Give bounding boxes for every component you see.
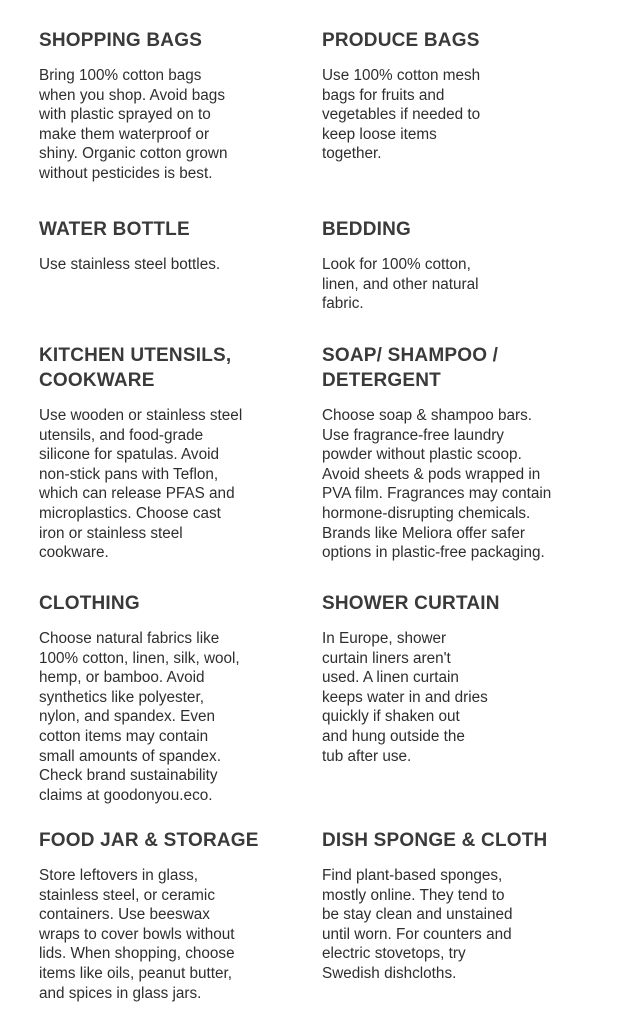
card-food-jar-storage <box>39 828 309 1003</box>
card-title: FOOD JAR & STORAGE <box>39 830 259 851</box>
card-title: KITCHEN UTENSILS, COOKWARE <box>39 345 232 391</box>
card-body: Store leftovers in glass, stainless steel, or ceramic containers. Use beeswax wraps to cover bowls without lids. When shopping, choose items like oils, peanut butter, and spices in glass jars. <box>39 867 235 1002</box>
card-title: WATER BOTTLE <box>39 219 190 240</box>
card-clothing <box>39 591 309 805</box>
card-water-bottle <box>39 217 289 275</box>
card-title: PRODUCE BAGS <box>322 30 480 51</box>
card-title: SHOWER CURTAIN <box>322 593 500 614</box>
card-kitchen-utensils <box>39 343 309 563</box>
card-shopping-bags <box>39 28 289 184</box>
card-bedding <box>322 217 592 314</box>
card-body: Choose soap & shampoo bars. Use fragrance-free laundry powder without plastic scoop. Avoid sheets & pods wrapped in PVA film. Fragrances may contain hormone-disrupting chemicals. Brands like Meliora offer safer options in plastic-free packaging. <box>322 407 552 562</box>
card-body: Use stainless steel bottles. <box>39 256 221 273</box>
card-body: Use wooden or stainless steel utensils, and food-grade silicone for spatulas. Avoid non-stick pans with Teflon, which can release PFAS and microplastics. Choose cast iron or stainless steel cookware. <box>39 407 243 562</box>
card-body: Choose natural fabrics like 100% cotton, linen, silk, wool, hemp, or bamboo. Avoid synthetics like polyester, nylon, and spandex. Even cotton items may contain small amounts of spandex. Check brand sustainability claims at goodonyou.eco. <box>39 630 240 804</box>
card-body: Look for 100% cotton, linen, and other natural fabric. <box>322 256 479 313</box>
card-title: CLOTHING <box>39 593 140 614</box>
card-body: In Europe, shower curtain liners aren't used. A linen curtain keeps water in and dries quickly if shaken out and hung outside the tub after use. <box>322 630 488 765</box>
card-title: SHOPPING BAGS <box>39 30 203 51</box>
card-shower-curtain <box>322 591 592 766</box>
card-soap-shampoo-detergent <box>322 343 592 563</box>
card-body: Use 100% cotton mesh bags for fruits and vegetables if needed to keep loose items together. <box>322 67 481 163</box>
card-title: BEDDING <box>322 219 412 240</box>
card-title: DISH SPONGE & CLOTH <box>322 830 548 851</box>
card-body: Bring 100% cotton bags when you shop. Avoid bags with plastic sprayed on to make them waterproof or shiny. Organic cotton grown without pesticides is best. <box>39 67 228 182</box>
card-produce-bags <box>322 28 592 164</box>
card-dish-sponge-cloth <box>322 828 592 984</box>
card-body: Find plant-based sponges, mostly online. They tend to be stay clean and unstained until worn. For counters and electric stovetops, try Swedish dishcloths. <box>322 867 513 982</box>
card-title: SOAP/ SHAMPOO / DETERGENT <box>322 345 499 391</box>
